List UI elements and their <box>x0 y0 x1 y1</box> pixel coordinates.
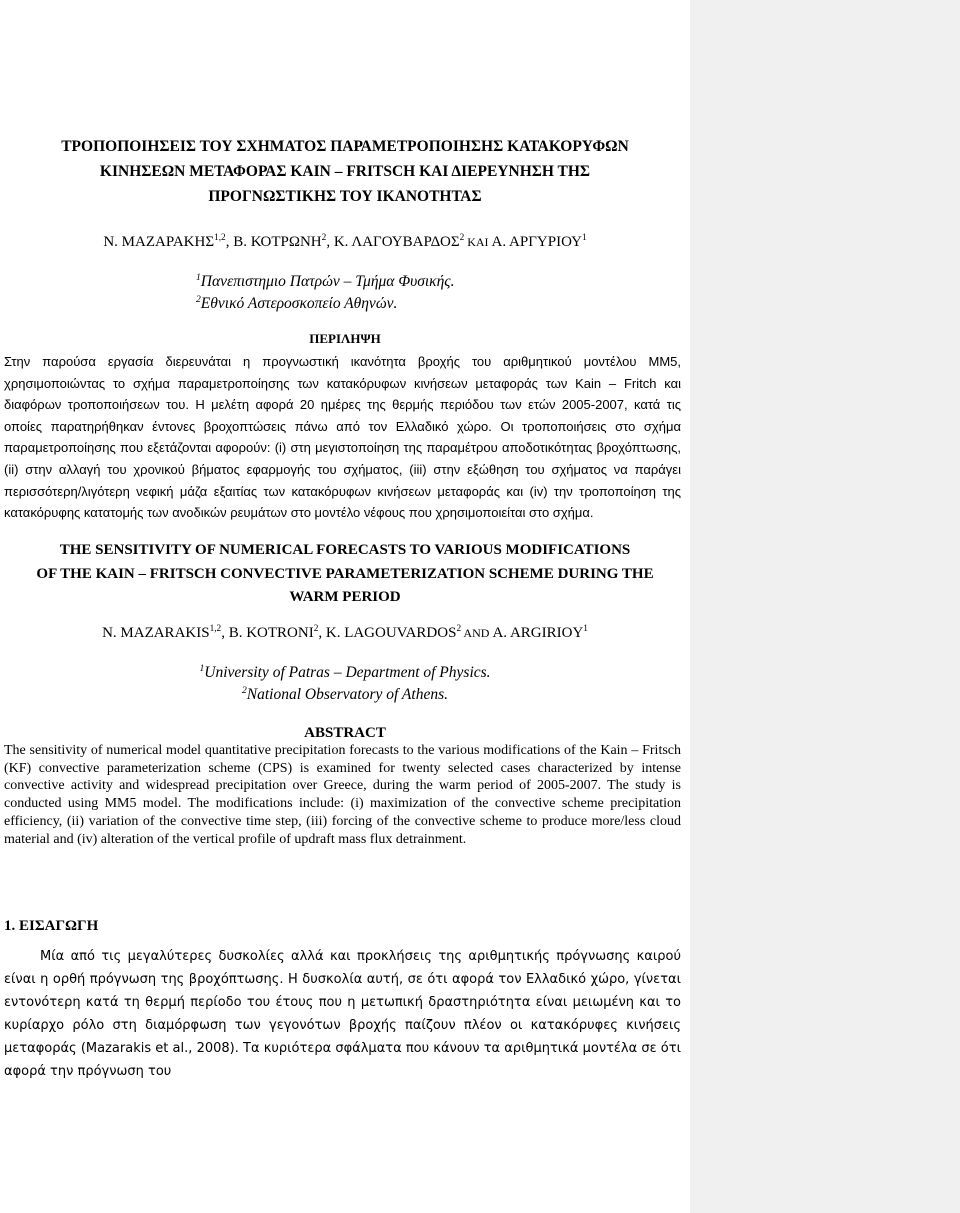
affiliation-line <box>196 271 454 293</box>
author-name: Β. ΚΟΤΡΩΝΗ <box>233 234 322 250</box>
author-affiliation-mark: 2 <box>459 233 465 243</box>
author-affiliation-mark: 1 <box>583 624 588 634</box>
paper-title-greek <box>0 134 690 209</box>
affiliation-line <box>196 293 454 315</box>
abstract-greek-text: Στην παρούσα εργασία διερευνάται η προγνωστική ικανότητα βροχής του αριθμητικού μοντέλου MM5, χρησιμοποιώντας το σχήμα παραμετροποίησης των κατακόρυφων κινήσεων μεταφοράς των Kain – Fritch και διαφόρων τροποποιήσεων του. Η μελέτη αφορά 20 ημέρες της θερμής περιόδου των ετών 2005-2007, κατά τις οποίες παρατηρήθηκαν έντονες βροχοπτώσεις πάνω από τον Ελλαδικό χώρο. Οι τροποποιήσεις στο σχήμα παραμετροποίησης που εξετάζονται αφορούν: (i) στη μεγιστοποίηση της παραμέτρου αποδοτικότητας βροχόπτωσης, (ii) στην αλλαγή του χρονικού βήματος εφαρμογής του σχήματος, (iii) στην εξώθηση του σχήματος να παράγει περισσότερη/λιγότερη νεφική μάζα εξαιτίας των κατακόρυφων κινήσεων μεταφοράς και (iv) την τροποποίηση της κατακόρυφης κατατομής των ανοδικών ρευμάτων στο μοντέλο νέφους που χρησιμοποιείται στο σχήμα. <box>4 354 681 521</box>
affiliation-text: Εθνικό Αστεροσκοπείο Αθηνών. <box>200 295 398 312</box>
introduction-text: Μία από τις μεγαλύτερες δυσκολίες αλλά και προκλήσεις της αριθμητικής πρόγνωσης καιρού είναι η ορθή πρόγνωση της βροχόπτωσης. Η δυσκολία αυτή, σε ότι αφορά τον Ελλαδικό χώρο, γίνεται εντονότερη κατά τη θερμή περίοδο του έτους που η μετωπική δραστηριότητα είναι μειωμένη και το κυρίαρχο ρόλο στη διαμόρφωση των γεγονότων βροχής παίζουν πλέον οι κατακόρυφες κινήσεις μεταφοράς (Mazarakis et al., 2008). Τα κυριότερα σφάλματα που κάνουν τα αριθμητικά μοντέλα σε ότι αφορά την πρόγνωση του <box>4 949 681 1079</box>
author-separator: , <box>326 234 334 250</box>
title-line: WARM PERIOD <box>289 589 401 605</box>
title-line: ΚΙΝΗΣΕΩΝ ΜΕΤΑΦΟΡΑΣ KAIN – FRITSCH ΚΑΙ ΔΙΕΡΕΥΝΗΣΗ ΤΗΣ <box>99 163 591 180</box>
title-line: ΤΡΟΠΟΠΟΙΗΣΕΙΣ ΤΟΥ ΣΧΗΜΑΤΟΣ ΠΑΡΑΜΕΤΡΟΠΟΙΗΣΗΣ ΚΑΤΑΚΟΡΥΦΩΝ <box>61 138 629 155</box>
abstract-english-heading: ABSTRACT <box>304 725 386 741</box>
author-affiliation-mark: 2 <box>313 624 319 634</box>
paper-title-english <box>0 539 690 610</box>
affiliations-greek <box>196 271 454 315</box>
affiliation-line <box>0 662 690 684</box>
author-name: Κ. ΛΑΓΟΥΒΑΡΔΟΣ <box>333 234 460 250</box>
authors-greek <box>0 231 690 253</box>
title-line: OF THE KAIN – FRITSCH CONVECTIVE PARAMETERIZATION SCHEME DURING THE <box>36 565 654 582</box>
affiliation-number: 2 <box>196 293 201 305</box>
author-name: B. KOTRONI <box>228 625 314 641</box>
title-line: THE SENSITIVITY OF NUMERICAL FORECASTS TO VARIOUS MODIFICATIONS <box>59 542 631 558</box>
author-affiliation-mark: 2 <box>321 233 327 243</box>
affiliation-line <box>0 684 690 706</box>
affiliations-english <box>0 662 690 706</box>
author-affiliation-mark: 1,2 <box>214 233 226 243</box>
abstract-greek-heading: ΠΕΡΙΛΗΨΗ <box>309 331 381 346</box>
author-separator: ΚΑΙ <box>464 235 492 249</box>
affiliation-text: Πανεπιστημιο Πατρών – Τμήμα Φυσικής. <box>200 273 455 290</box>
author-name: Ν. ΜΑΖΑΡΑΚΗΣ <box>103 234 215 250</box>
author-separator: , <box>225 234 234 250</box>
author-separator: , <box>221 625 229 641</box>
abstract-english-text: The sensitivity of numerical model quantitative precipitation forecasts to the various modifications of the Kain – Fritsch (KF) convective parameterization scheme (CPS) is examined for twenty selected cases characterized by intense convective activity and widespread precipitation over Greece, during the warm period of 2005-2007. The study is conducted using MM5 model. The modifications include: (i) maximization of the convective scheme precipitation efficiency, (ii) variation of the convective time step, (iii) forcing of the convective scheme to produce more/less cloud material and (iv) alteration of the vertical profile of updraft mass flux detrainment. <box>4 743 681 847</box>
comment-margin-panel <box>690 0 960 1213</box>
author-affiliation-mark: 2 <box>456 624 462 634</box>
affiliation-text: National Observatory of Athens. <box>246 686 448 703</box>
author-name: A. ARGIRIOY <box>492 625 584 641</box>
affiliation-number: 1 <box>199 662 205 674</box>
author-separator: , <box>318 625 326 641</box>
affiliation-text: University of Patras – Department of Physics. <box>204 664 491 681</box>
title-line: ΠΡΟΓΝΩΣΤΙΚΗΣ ΤΟΥ ΙΚΑΝΟΤΗΤΑΣ <box>208 188 482 205</box>
affiliation-number: 2 <box>241 684 247 696</box>
author-affiliation-mark: 1,2 <box>209 624 222 634</box>
affiliation-number: 1 <box>196 271 201 283</box>
authors-english <box>0 622 690 644</box>
author-name: Α. ΑΡΓΥΡΙΟΥ <box>491 234 582 250</box>
section-heading-introduction: 1. ΕΙΣΑΓΩΓΗ <box>4 918 99 934</box>
author-name: K. LAGOUVARDOS <box>325 625 457 641</box>
author-separator: AND <box>461 626 493 640</box>
author-affiliation-mark: 1 <box>582 233 587 243</box>
author-name: N. MAZARAKIS <box>102 625 210 641</box>
